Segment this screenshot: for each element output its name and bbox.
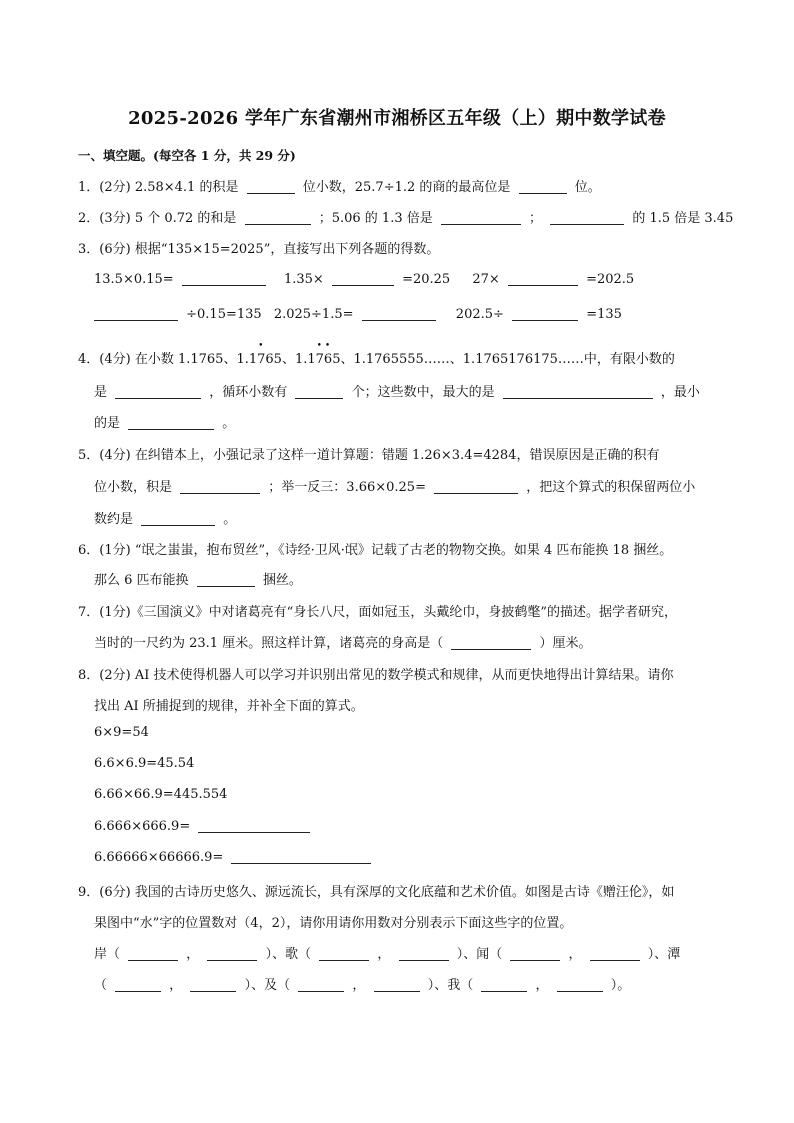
answer-blank[interactable] <box>141 511 215 526</box>
answer-blank[interactable] <box>180 479 260 494</box>
repeating-digits: • 76 <box>257 352 274 367</box>
question-3-row-1: 13.5×0.15= 1.35× =20.25 27× =202.5 <box>94 272 635 287</box>
answer-blank[interactable] <box>441 210 521 225</box>
answer-blank[interactable] <box>550 210 624 225</box>
answer-blank[interactable] <box>590 946 640 961</box>
question-1: 1．(2分) 2.58×4.1 的积是 位小数，25.7÷1.2 的商的最高位是 位。 <box>78 180 601 195</box>
page-title: 2025-2026 学年广东省潮州市湘桥区五年级（上）期中数学试卷 <box>128 108 666 129</box>
pattern-line-2: 6.6×6.9=45.54 <box>94 756 195 771</box>
question-3-row-2: ÷0.15=135 2.025÷1.5= 202.5÷ =135 <box>94 306 622 322</box>
question-4-line-2: 是 ，循环小数有 个；这些数中，最大的是 ，最小 <box>94 385 700 400</box>
answer-blank[interactable] <box>128 415 214 430</box>
question-8-line-2: 找出 AI 所捕捉到的规律，并补全下面的算式。 <box>94 699 364 714</box>
answer-blank[interactable] <box>295 384 343 399</box>
question-5-line-2: 位小数，积是 ；举一反三：3.66×0.25= ，把这个算式的积保留两位小 <box>94 480 696 495</box>
repeating-digit: • 7 <box>316 352 324 367</box>
answer-blank[interactable] <box>319 946 369 961</box>
question-7: 7．(1分)《三国演义》中对诸葛亮有“身长八尺，面如冠玉，头戴纶巾，身披鹤氅”的描述。据学者研究， <box>78 605 677 620</box>
answer-blank[interactable] <box>399 946 449 961</box>
answer-blank[interactable] <box>207 946 257 961</box>
answer-blank[interactable] <box>374 977 420 992</box>
question-9-line-4: （ ， ）、及（ ， ）、我（ ， ）。 <box>94 978 631 993</box>
question-9-line-2: 果图中“水”字的位置数对（4，2），请你用请你用数对分别表示下面这些字的位置。 <box>94 916 573 931</box>
question-6-line-2: 那么 6 匹布能换 捆丝。 <box>94 573 302 588</box>
question-9-line-3: 岸（ ， ）、歌（ ， ）、闻（ ， ）、潭 <box>94 947 681 962</box>
answer-blank[interactable] <box>434 479 518 494</box>
answer-blank[interactable] <box>94 306 178 321</box>
answer-blank[interactable] <box>247 179 295 194</box>
pattern-line-1: 6×9=54 <box>94 725 149 740</box>
pattern-line-5: 6.66666×66666.9= <box>94 849 375 865</box>
section-heading: 一、填空题。(每空各 1 分，共 29 分) <box>78 148 296 163</box>
question-5-line-3: 数约是 。 <box>94 512 237 527</box>
answer-blank[interactable] <box>197 572 255 587</box>
answer-blank[interactable] <box>182 271 266 286</box>
question-9: 9．(6分) 我国的古诗历史悠久、源远流长，具有深厚的文化底蕴和艺术价值。如图是古诗《赠汪伦》，如 <box>78 885 675 900</box>
question-8: 8．(2分) AI 技术使得机器人可以学习并识别出常见的数学模式和规律，从而更快地得出计算结果。请你 <box>78 668 674 683</box>
answer-blank[interactable] <box>362 306 436 321</box>
answer-blank[interactable] <box>510 946 560 961</box>
question-4: 4．(4分) 在小数 1.1765、1.1• 765、1.1• 7• 65、1.1765555……、1.1765176175……中，有限小数的 <box>78 348 675 367</box>
answer-blank[interactable] <box>115 977 161 992</box>
answer-blank[interactable] <box>198 818 310 833</box>
answer-blank[interactable] <box>231 849 371 864</box>
question-7-line-2: 当时的一尺约为 23.1 厘米。照这样计算，诸葛亮的身高是（ ）厘米。 <box>94 636 592 651</box>
question-2: 2．(3分) 5 个 0.72 的和是 ；5.06 的 1.3 倍是 ； 的 1.5 倍是 3.45 <box>78 211 734 226</box>
pattern-line-3: 6.66×66.9=445.554 <box>94 787 228 802</box>
answer-blank[interactable] <box>503 384 653 399</box>
answer-blank[interactable] <box>508 271 578 286</box>
answer-blank[interactable] <box>245 210 311 225</box>
answer-blank[interactable] <box>115 384 201 399</box>
answer-blank[interactable] <box>519 179 567 194</box>
question-4-line-3: 的是 。 <box>94 416 236 431</box>
repeating-digit: • 6 <box>324 352 332 367</box>
answer-blank[interactable] <box>128 946 178 961</box>
answer-blank[interactable] <box>298 977 344 992</box>
answer-blank[interactable] <box>332 271 394 286</box>
answer-blank[interactable] <box>512 306 578 321</box>
question-3: 3．(6分) 根据“135×15=2025”，直接写出下列各题的得数。 <box>78 242 440 257</box>
question-5: 5．(4分) 在纠错本上，小强记录了这样一道计算题：错题 1.26×3.4=4284，错误原因是正确的积有 <box>78 448 660 463</box>
answer-blank[interactable] <box>557 977 603 992</box>
question-6: 6．(1分) “氓之蚩蚩，抱布贸丝”，《诗经·卫风·氓》记载了古老的物物交换。如果 4 匹布能换 18 捆丝。 <box>78 543 673 558</box>
pattern-line-4: 6.666×666.9= <box>94 818 314 834</box>
answer-blank[interactable] <box>190 977 236 992</box>
answer-blank[interactable] <box>451 635 531 650</box>
answer-blank[interactable] <box>481 977 527 992</box>
